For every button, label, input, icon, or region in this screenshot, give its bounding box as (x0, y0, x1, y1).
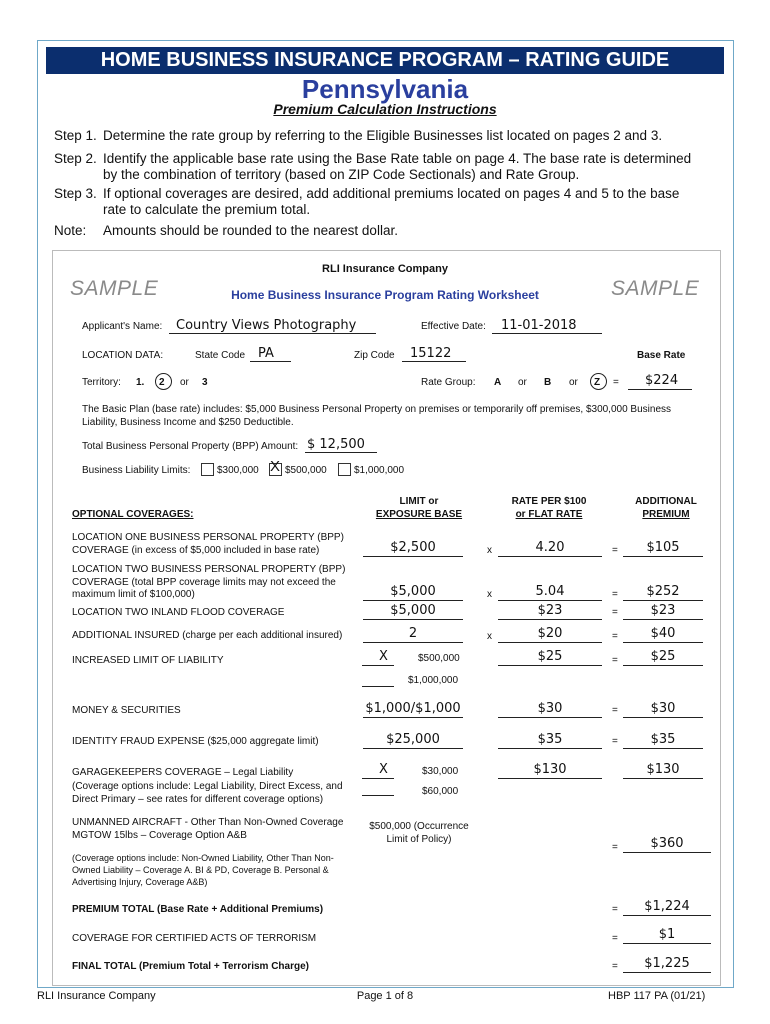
uas-premium-value[interactable]: $360 (650, 836, 684, 851)
addl-eq: = (612, 631, 618, 642)
liability-300k-checkbox[interactable] (201, 463, 214, 476)
flood-limit-line (363, 619, 463, 620)
territory-option-3[interactable]: 3 (202, 377, 208, 388)
uas-label-1: UNMANNED AIRCRAFT - Other Than Non-Owned Coverage (72, 817, 344, 828)
premium-total-value[interactable]: $1,224 (644, 899, 690, 914)
sample-watermark-right: SAMPLE (611, 277, 700, 300)
inc-prem-line (623, 665, 703, 666)
final-total-eq: = (612, 961, 618, 972)
inc-rate-value[interactable]: $25 (537, 649, 563, 664)
addl-premium-value[interactable]: $40 (650, 626, 676, 641)
money-rate-value[interactable]: $30 (537, 701, 563, 716)
zip-code-line (402, 361, 466, 362)
flood-premium-value[interactable]: $23 (650, 603, 676, 618)
state-code-line (250, 361, 291, 362)
money-prem-line (623, 717, 703, 718)
loc1-x: x (487, 545, 492, 556)
addl-x: x (487, 631, 492, 642)
uas-eq: = (612, 842, 618, 853)
final-total-line (623, 972, 711, 973)
rate-group-or-1: or (518, 377, 527, 388)
flood-rate-value[interactable]: $23 (537, 603, 563, 618)
loc1-limit-value[interactable]: $2,500 (390, 540, 436, 555)
garage-rate-line (498, 778, 602, 779)
loc2-bpp-label-2: COVERAGE (total BPP coverage limits may not exceed the (72, 577, 336, 588)
addl-rate-line (498, 642, 602, 643)
premium-total-eq: = (612, 904, 618, 915)
loc1-limit-line (363, 556, 463, 557)
liability-1m-label: $1,000,000 (354, 465, 405, 476)
loc1-prem-line (623, 556, 703, 557)
rate-header-line-1: RATE PER $100 (511, 496, 587, 507)
inc-1m-label: $1,000,000 (408, 675, 459, 686)
rate-group-label: Rate Group: (421, 377, 476, 388)
liability-1m-checkbox[interactable] (338, 463, 351, 476)
idfraud-prem-line (623, 748, 703, 749)
garage-rate-value[interactable]: $130 (533, 762, 567, 777)
location-data-label: LOCATION DATA: (82, 350, 164, 361)
instructions-title: Premium Calculation Instructions (273, 101, 497, 117)
loc2-x: x (487, 589, 492, 600)
inc-premium-value[interactable]: $25 (650, 649, 676, 664)
loc1-rate-line (498, 556, 602, 557)
footer-form-number: HBP 117 PA (01/21) (608, 990, 706, 1002)
loc2-bpp-label-1: LOCATION TWO BUSINESS PERSONAL PROPERTY (BPP) (72, 564, 346, 575)
optional-coverages-heading: OPTIONAL COVERAGES: (72, 509, 194, 520)
identity-fraud-label: IDENTITY FRAUD EXPENSE ($25,000 aggregate limit) (72, 736, 319, 747)
step-2-label: Step 2. (54, 151, 97, 166)
addl-rate-value[interactable]: $20 (537, 626, 563, 641)
rate-header-line-2: or FLAT RATE (515, 509, 583, 520)
money-securities-label: MONEY & SECURITIES (72, 705, 181, 716)
increased-liability-label: INCREASED LIMIT OF LIABILITY (72, 655, 224, 666)
terrorism-line (623, 943, 711, 944)
money-limit-line (363, 717, 463, 718)
loc1-bpp-label-2: COVERAGE (in excess of $5,000 included in base rate) (72, 545, 320, 556)
base-rate-line (628, 389, 692, 390)
limit-header-line-1: LIMIT or (399, 496, 439, 507)
sample-watermark-left: SAMPLE (70, 277, 159, 300)
loc2-bpp-label-3: maximum limit of $100,000) (72, 589, 195, 600)
loc1-premium-value[interactable]: $105 (646, 540, 680, 555)
territory-option-2[interactable]: 2 (159, 377, 165, 388)
loc2-eq: = (612, 589, 618, 600)
inc-1m-line (362, 686, 394, 687)
money-rate-line (498, 717, 602, 718)
terrorism-label: COVERAGE FOR CERTIFIED ACTS OF TERRORISM (72, 933, 317, 944)
footer-page-number: Page 1 of 8 (356, 990, 414, 1002)
territory-label: Territory: (82, 377, 121, 388)
inc-500k-mark[interactable]: X (379, 649, 388, 664)
loc1-rate-value[interactable]: 4.20 (535, 540, 565, 555)
final-total-value[interactable]: $1,225 (644, 956, 690, 971)
garage-label-2: (Coverage options include: Legal Liability, Direct Excess, and (72, 781, 343, 792)
uas-label-2: MGTOW 15lbs – Coverage Option A&B (72, 830, 247, 841)
flood-prem-line (623, 619, 703, 620)
premium-total-line (623, 915, 711, 916)
premium-total-label: PREMIUM TOTAL (Base Rate + Additional Premiums) (72, 904, 324, 915)
flood-limit-value[interactable]: $5,000 (390, 603, 436, 618)
applicant-value[interactable]: Country Views Photography (176, 318, 357, 333)
footer-company: RLI Insurance Company (37, 990, 156, 1002)
effective-date-value[interactable]: 11-01-2018 (501, 318, 577, 333)
limit-header-line-2: EXPOSURE BASE (375, 509, 463, 520)
step-2-text: Identify the applicable base rate using the Base Rate table on page 4. The base rate is determined by the combination of territory (based on ZIP Code Sectionals) and Rate Group. (103, 151, 692, 182)
note-text: Amounts should be rounded to the nearest dollar. (103, 223, 398, 238)
flood-label: LOCATION TWO INLAND FLOOD COVERAGE (72, 607, 285, 618)
money-premium-value[interactable]: $30 (650, 701, 676, 716)
liability-300k-label: $300,000 (217, 465, 259, 476)
effective-date-line (492, 333, 602, 334)
final-total-label: FINAL TOTAL (Premium Total + Terrorism Charge) (72, 961, 309, 972)
idfraud-limit-value[interactable]: $25,000 (386, 732, 440, 747)
inc-rate-line (498, 665, 602, 666)
liability-500k-check-mark: X (270, 458, 281, 475)
liability-500k-label: $500,000 (285, 465, 327, 476)
note-label: Note: (54, 223, 87, 238)
idfraud-rate-value[interactable]: $35 (537, 732, 563, 747)
worksheet-company: RLI Insurance Company (322, 263, 448, 275)
flood-eq: = (612, 607, 618, 618)
terrorism-eq: = (612, 933, 618, 944)
uas-limit-2: Limit of Policy) (386, 834, 452, 845)
premium-header-line-2: PREMIUM (642, 509, 690, 520)
money-eq: = (612, 705, 618, 716)
liability-limits-label: Business Liability Limits: (82, 465, 191, 476)
loc2-prem-line (623, 600, 703, 601)
idfraud-premium-value[interactable]: $35 (650, 732, 676, 747)
state-title: Pennsylvania (301, 74, 469, 104)
garage-premium-value[interactable]: $130 (646, 762, 680, 777)
state-code-value[interactable]: PA (258, 346, 274, 361)
loc1-eq: = (612, 545, 618, 556)
garage-60k-line (362, 795, 394, 796)
bpp-amount-label: Total Business Personal Property (BPP) Amount: (82, 441, 299, 452)
uas-prem-line (623, 852, 711, 853)
uas-note-1: (Coverage options include: Non-Owned Liability, Other Than Non- (72, 853, 334, 863)
uas-note-3: Advertising Injury, Coverage A&B) (72, 877, 208, 887)
zip-code-value[interactable]: 15122 (410, 346, 452, 361)
territory-option-1[interactable]: 1. (136, 377, 145, 388)
rate-group-equals: = (613, 377, 619, 388)
garage-30k-label: $30,000 (422, 766, 459, 777)
applicant-line (169, 333, 376, 334)
inc-500k-label: $500,000 (418, 653, 460, 664)
zip-code-label: Zip Code (354, 350, 395, 361)
territory-or: or (180, 377, 189, 388)
base-rate-label: Base Rate (637, 350, 686, 361)
basic-plan-text: The Basic Plan (base rate) includes: $5,000 Business Personal Property on premises or temporarily off premises, $300,000 Business Liability, Business Income and $250 Deductible. (82, 404, 672, 428)
state-code-label: State Code (195, 350, 246, 361)
premium-header-line-1: ADDITIONAL (635, 496, 697, 507)
loc2-premium-value[interactable]: $252 (646, 584, 680, 599)
idfraud-limit-line (363, 748, 463, 749)
addl-limit-line (363, 642, 463, 643)
base-rate-value[interactable]: $224 (645, 373, 679, 388)
garage-30k-mark[interactable]: X (379, 762, 388, 777)
inc-eq: = (612, 655, 618, 666)
applicant-label: Applicant's Name: (82, 321, 163, 332)
rate-group-z[interactable]: Z (594, 377, 601, 388)
worksheet-title: Home Business Insurance Program Rating Worksheet (231, 288, 539, 302)
loc2-limit-value[interactable]: $5,000 (390, 584, 436, 599)
effective-date-label: Effective Date: (421, 321, 486, 332)
addl-prem-line (623, 642, 703, 643)
step-1-text: Determine the rate group by referring to the Eligible Businesses list located on pages 2 and 3. (103, 128, 663, 143)
bpp-amount-line (305, 452, 377, 453)
loc2-rate-value[interactable]: 5.04 (535, 584, 565, 599)
step-1-label: Step 1. (54, 128, 97, 143)
uas-note-2: Owned Liability – Coverage A. BI & PD, Coverage B. Personal & (72, 865, 329, 875)
loc1-bpp-label-1: LOCATION ONE BUSINESS PERSONAL PROPERTY (BPP) (72, 532, 344, 543)
garage-prem-line (623, 778, 703, 779)
inc-500k-line (362, 665, 394, 666)
garage-label-3: Direct Primary – see rates for different coverage options) (72, 794, 324, 805)
rate-group-or-2: or (569, 377, 578, 388)
program-banner: HOME BUSINESS INSURANCE PROGRAM – RATING GUIDE (46, 47, 724, 74)
money-limit-value[interactable]: $1,000/$1,000 (365, 701, 461, 716)
garage-label-1: GARAGEKEEPERS COVERAGE – Legal Liability (72, 767, 294, 778)
bpp-amount-value[interactable]: $ 12,500 (307, 437, 365, 452)
garage-60k-label: $60,000 (422, 786, 459, 797)
idfraud-rate-line (498, 748, 602, 749)
loc2-limit-line (363, 600, 463, 601)
flood-rate-line (498, 619, 602, 620)
addl-limit-value[interactable]: 2 (408, 626, 418, 641)
loc2-rate-line (498, 600, 602, 601)
garage-30k-line (362, 778, 394, 779)
additional-insured-label: ADDITIONAL INSURED (charge per each additional insured) (72, 630, 343, 641)
step-3-label: Step 3. (54, 186, 97, 201)
rate-group-b[interactable]: B (544, 377, 552, 388)
rate-group-a[interactable]: A (494, 377, 502, 388)
terrorism-value[interactable]: $1 (658, 927, 676, 942)
step-3-text: If optional coverages are desired, add additional premiums located on pages 4 and 5 to the base rate to calculate the premium total. (103, 186, 680, 217)
uas-limit-1: $500,000 (Occurrence (369, 821, 469, 832)
idfraud-eq: = (612, 736, 618, 747)
